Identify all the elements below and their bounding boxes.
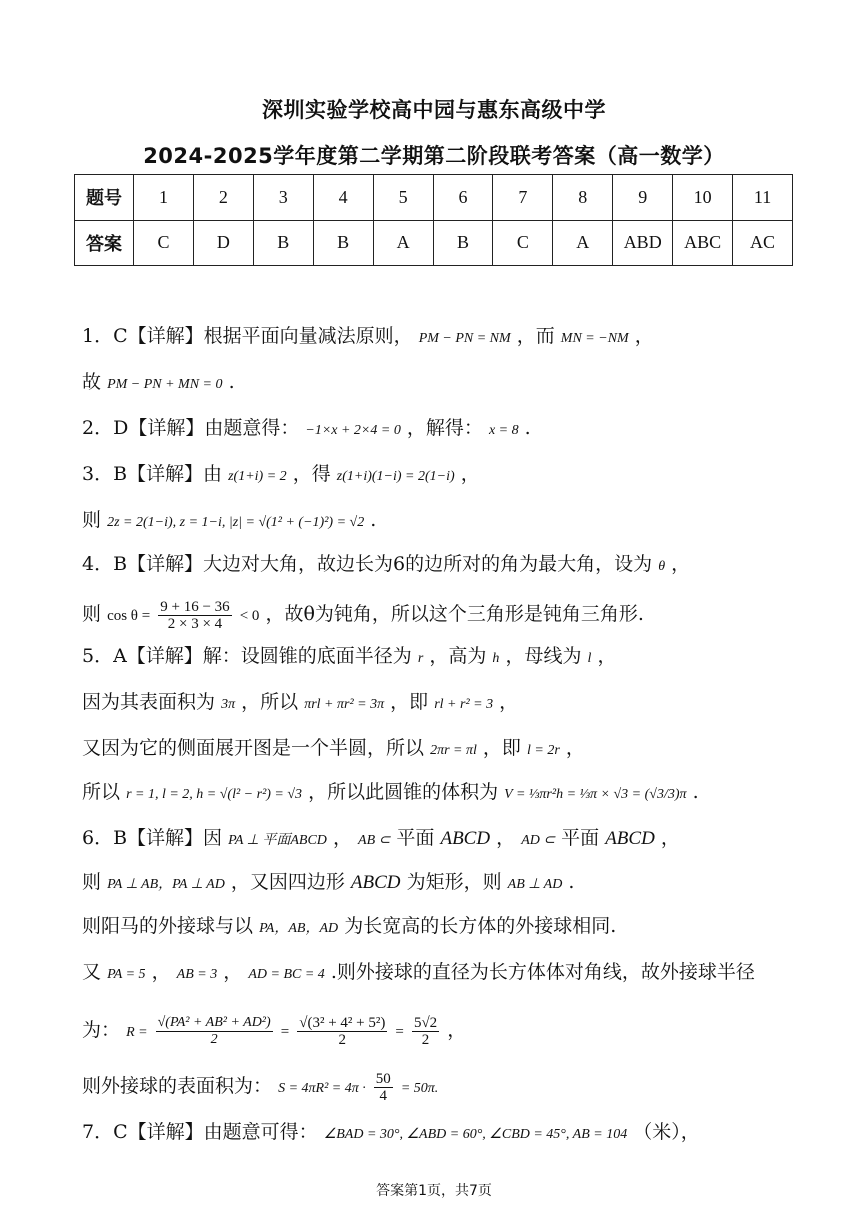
fraction: $\frac{\text{√(PA² + AB² + AD²)}}{2}$ — [157, 1014, 271, 1047]
math-expression: z(1+i) = 2 — [228, 469, 287, 484]
table-row-answers — [75, 220, 793, 266]
solution-5-line-4: 所以 r = 1, l = 2, h = √(l² − r²) = √3 ，所以此圆锥的体积为 V = ⅓πr²h = ⅓π × √3 = (√3/3)π . — [82, 781, 699, 803]
solution-4-line-1: 4．B【详解】大边对大角，故边长为6的边所对的角为最大角，设为 θ ， — [82, 553, 691, 575]
solution-6-line-6: 则外接球的表面积为： S = 4πR² = 4π · $\frac{50}{4}$ = 50π. — [82, 1070, 439, 1104]
table-cell: 9 — [613, 175, 673, 221]
solution-4-line-2: 则 cos θ = $\frac{9 + 16 - 36}{2 \times 3 \times 4}$ < 0 ，故θ为钝角，所以这个三角形是钝角三角形. — [82, 598, 644, 632]
table-cell: ABD — [613, 220, 673, 266]
math-expression: z(1+i)(1−i) = 2(1−i) — [336, 469, 455, 484]
answer-table — [74, 174, 793, 266]
table-cell: A — [373, 220, 433, 266]
solution-6-line-3: 则阳马的外接球与以 PA，AB，AD 为长宽高的长方体的外接球相同. — [82, 915, 617, 937]
solution-5-line-1: 5．A【详解】解：设圆锥的底面半径为 r ，高为 h ，母线为 l ， — [82, 645, 617, 667]
math-expression: cos θ = — [107, 608, 151, 624]
math-expression: PM − PN + MN = 0 — [107, 377, 223, 392]
table-cell: AC — [733, 220, 793, 266]
solution-6-line-4: 又 PA = 5 ， AB = 3 ， AD = BC = 4 .则外接球的直径为长方体体对角线，故外接球半径 — [82, 961, 755, 983]
row-label-number: 题号 — [75, 175, 134, 221]
table-cell: C — [134, 220, 194, 266]
solution-5-line-2: 因为其表面积为 3π ，所以 πrl + πr² = 3π ，即 rl + r² = 3 ， — [82, 691, 519, 713]
math-expression: −1×x + 2×4 = 0 — [305, 423, 401, 438]
math-expression: PM − PN = NM — [418, 331, 511, 346]
math-expression: ∠BAD = 30°, ∠ABD = 60°, ∠CBD = 45°, AB = 104 — [323, 1127, 628, 1142]
solution-6-line-2: 则 PA ⊥ AB，PA ⊥ AD ，又因四边形 ABCD 为矩形，则 AB ⊥ AD . — [82, 871, 575, 893]
school-title: 深圳实验学校高中园与惠东高级中学 — [262, 98, 606, 122]
solution-2: 2．D【详解】由题意得： −1×x + 2×4 = 0 ，解得： x = 8 . — [82, 417, 531, 439]
solution-3-line-2: 则 2z = 2(1−i), z = 1−i, |z| = √(1² + (−1)²) = √2 . — [82, 509, 377, 531]
solution-3-line-1: 3．B【详解】由 z(1+i) = 2 ，得 z(1+i)(1−i) = 2(1−i) ， — [82, 463, 480, 485]
solution-5-line-3: 又因为它的侧面展开图是一个半圆，所以 2πr = πl ，即 l = 2r ， — [82, 737, 585, 759]
table-cell: D — [193, 220, 253, 266]
table-cell: 1 — [134, 175, 194, 221]
table-cell: ABC — [673, 220, 733, 266]
table-cell: 8 — [553, 175, 613, 221]
math-expression: x = 8 — [488, 423, 519, 438]
table-cell: 6 — [433, 175, 493, 221]
exam-title: 2024-2025学年度第二学期第二阶段联考答案（高一数学） — [143, 144, 725, 168]
math-expression: 2z = 2(1−i), z = 1−i, |z| = √(1² + (−1)²) = √2 — [107, 515, 365, 530]
solution-1-line-2: 故 PM − PN + MN = 0 . — [82, 371, 235, 393]
table-cell: 3 — [253, 175, 313, 221]
table-cell: B — [253, 220, 313, 266]
table-cell: 11 — [733, 175, 793, 221]
fraction: $\frac{\text{√(3² + 4² + 5²)}}{2}$ — [299, 1014, 386, 1048]
table-cell: 7 — [493, 175, 553, 221]
math-expression: MN = −NM — [560, 331, 629, 346]
page-footer: 答案第1页，共7页 — [376, 1183, 492, 1199]
fraction: $\frac{50}{4}$ — [375, 1070, 391, 1104]
table-cell: 10 — [673, 175, 733, 221]
solution-7: 7．C【详解】由题意可得： ∠BAD = 30°, ∠ABD = 60°, ∠CBD = 45°, AB = 104 （米）， — [82, 1121, 700, 1143]
solution-6-line-1: 6．B【详解】因 PA ⊥ 平面ABCD ， AB ⊂ 平面 ABCD ， AD ⊂ 平面 ABCD ， — [82, 827, 680, 849]
table-cell: B — [433, 220, 493, 266]
solution-6-line-5: 为： R = $\frac{\text{√(PA² + AB² + AD²)}}{2}$ = $\frac{\text{√(3² + 4² + 5²)}}{2}$ = $\frac{5√2}{2}$ ， — [82, 1014, 467, 1048]
table-cell: 5 — [373, 175, 433, 221]
table-cell: 2 — [193, 175, 253, 221]
table-cell: C — [493, 220, 553, 266]
table-row-numbers — [75, 175, 793, 221]
table-cell: B — [313, 220, 373, 266]
table-cell: 4 — [313, 175, 373, 221]
math-expression: θ — [658, 559, 666, 574]
table-cell: A — [553, 220, 613, 266]
row-label-answer: 答案 — [75, 220, 134, 266]
fraction: $\frac{9 + 16 - 36}{2 \times 3 \times 4}$ — [160, 598, 230, 632]
fraction: $\frac{5√2}{2}$ — [413, 1014, 438, 1048]
solution-1-line-1: 1．C【详解】根据平面向量减法原则， PM − PN = NM ，而 MN = −NM ， — [82, 325, 654, 347]
